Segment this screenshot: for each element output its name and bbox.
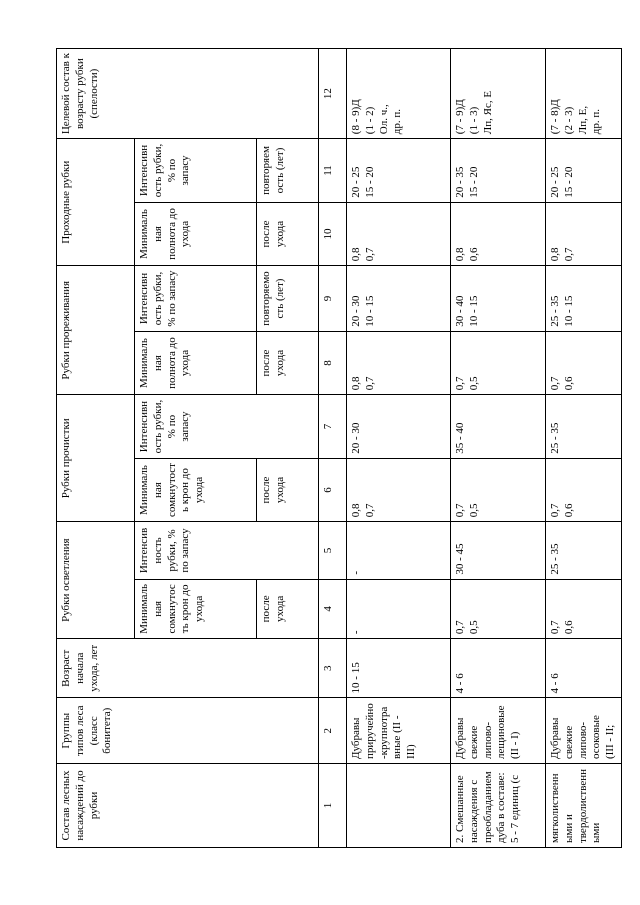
header-cleaning-cuts: Рубки прочистки [57, 395, 135, 522]
column-number: 6 [319, 458, 347, 522]
table-row [347, 49, 451, 848]
column-number: 8 [319, 331, 347, 395]
value-cell: 0,7 0,5 [451, 579, 546, 638]
start-age-cell: 4 - 6 [451, 639, 546, 698]
header-after-care: после ухода [257, 331, 319, 395]
header-after-care: после ухода [257, 458, 319, 522]
value-cell: 0,7 0,6 [546, 579, 622, 638]
header-min-density: Минимальная полнота до ухода [135, 202, 257, 266]
column-numbers-row [319, 49, 347, 848]
rotated-page [56, 48, 616, 848]
value-cell: 0,8 0,7 [347, 331, 451, 395]
start-age-cell: 4 - 6 [546, 639, 622, 698]
header-clarification-cuts: Рубки осветления [57, 522, 135, 639]
value-cell: 20 - 30 [347, 395, 451, 459]
composition-cell: мягколиственными и твердолиственными [546, 764, 622, 848]
value-cell: - [347, 522, 451, 579]
header-min-closure: Минимальная сомкнутость крон до ухода [135, 458, 257, 522]
composition-cell: 2. Смешанные насаждения с преобладанием дуба в составе: 5 - 7 единиц (с [451, 764, 546, 848]
column-number: 5 [319, 522, 347, 579]
header-intensity: Интенсивность рубки, % по запасу [135, 266, 257, 332]
header-thinning-cuts: Рубки прореживания [57, 266, 135, 395]
value-cell: 20 - 30 10 - 15 [347, 266, 451, 332]
value-cell: 20 - 25 15 - 20 [347, 139, 451, 203]
forest-group-cell: Дубравы свежие липово-лещиновые (II - I) [451, 698, 546, 764]
header-after-care: после ухода [257, 202, 319, 266]
header-target-composition: Целевой состав к возрасту рубки (спелости) [57, 49, 319, 139]
header-min-density: Минимальная полнота до ухода [135, 331, 257, 395]
forest-group-cell: Дубравы приручейно-крупнотравные (II - III) [347, 698, 451, 764]
header-repeatability: повторяемость (лет) [257, 266, 319, 332]
target-composition-cell: (7 - 9)Д (1 - 3) Лп, Яс, Е [451, 49, 546, 139]
value-cell: 30 - 40 10 - 15 [451, 266, 546, 332]
value-cell: 0,8 0,7 [546, 202, 622, 266]
header-repeatability: повторяемость (лет) [257, 139, 319, 203]
value-cell: - [347, 579, 451, 638]
value-cell: 20 - 25 15 - 20 [546, 139, 622, 203]
value-cell: 0,8 0,7 [347, 202, 451, 266]
column-number: 4 [319, 579, 347, 638]
value-cell: 35 - 40 [451, 395, 546, 459]
value-cell: 30 - 45 [451, 522, 546, 579]
column-number: 9 [319, 266, 347, 332]
value-cell: 0,8 0,6 [451, 202, 546, 266]
header-passing-cuts: Проходные рубки [57, 139, 135, 266]
value-cell: 20 - 35 15 - 20 [451, 139, 546, 203]
table-row [546, 49, 622, 848]
forest-group-cell: Дубравы свежие липово-осоковые (III - II; [546, 698, 622, 764]
table-row [451, 49, 546, 848]
column-number: 2 [319, 698, 347, 764]
start-age-cell: 10 - 15 [347, 639, 451, 698]
value-cell: 0,8 0,7 [347, 458, 451, 522]
header-intensity: Интенсивность рубки, % по запасу [135, 395, 319, 459]
header-intensity: Интенсивность рубки, % по запасу [135, 522, 319, 579]
composition-cell [347, 764, 451, 848]
value-cell: 25 - 35 [546, 522, 622, 579]
column-number: 11 [319, 139, 347, 203]
value-cell: 0,7 0,6 [546, 331, 622, 395]
value-cell: 25 - 35 10 - 15 [546, 266, 622, 332]
value-cell: 0,7 0,5 [451, 331, 546, 395]
header-start-age: Возраст начала ухода, лет [57, 639, 319, 698]
header-forest-groups: Группы типов леса (класс бонитета) [57, 698, 319, 764]
column-number: 7 [319, 395, 347, 459]
column-number: 10 [319, 202, 347, 266]
header-composition: Состав лесных насаждений до рубки [57, 764, 319, 848]
header-after-care: после ухода [257, 579, 319, 638]
column-number: 12 [319, 49, 347, 139]
value-cell: 25 - 35 [546, 395, 622, 459]
target-composition-cell: (8 - 9)Д (1 - 2) Ол. ч., др. п. [347, 49, 451, 139]
column-number: 1 [319, 764, 347, 848]
header-intensity: Интенсивность рубки, % по запасу [135, 139, 257, 203]
target-composition-cell: (7 - 8)Д (2 - 3) Лп, Е, др. п. [546, 49, 622, 139]
header-min-closure: Минимальная сомкнутость крон до ухода [135, 579, 257, 638]
column-number: 3 [319, 639, 347, 698]
value-cell: 0,7 0,5 [451, 458, 546, 522]
forest-care-table [56, 48, 622, 848]
value-cell: 0,7 0,6 [546, 458, 622, 522]
